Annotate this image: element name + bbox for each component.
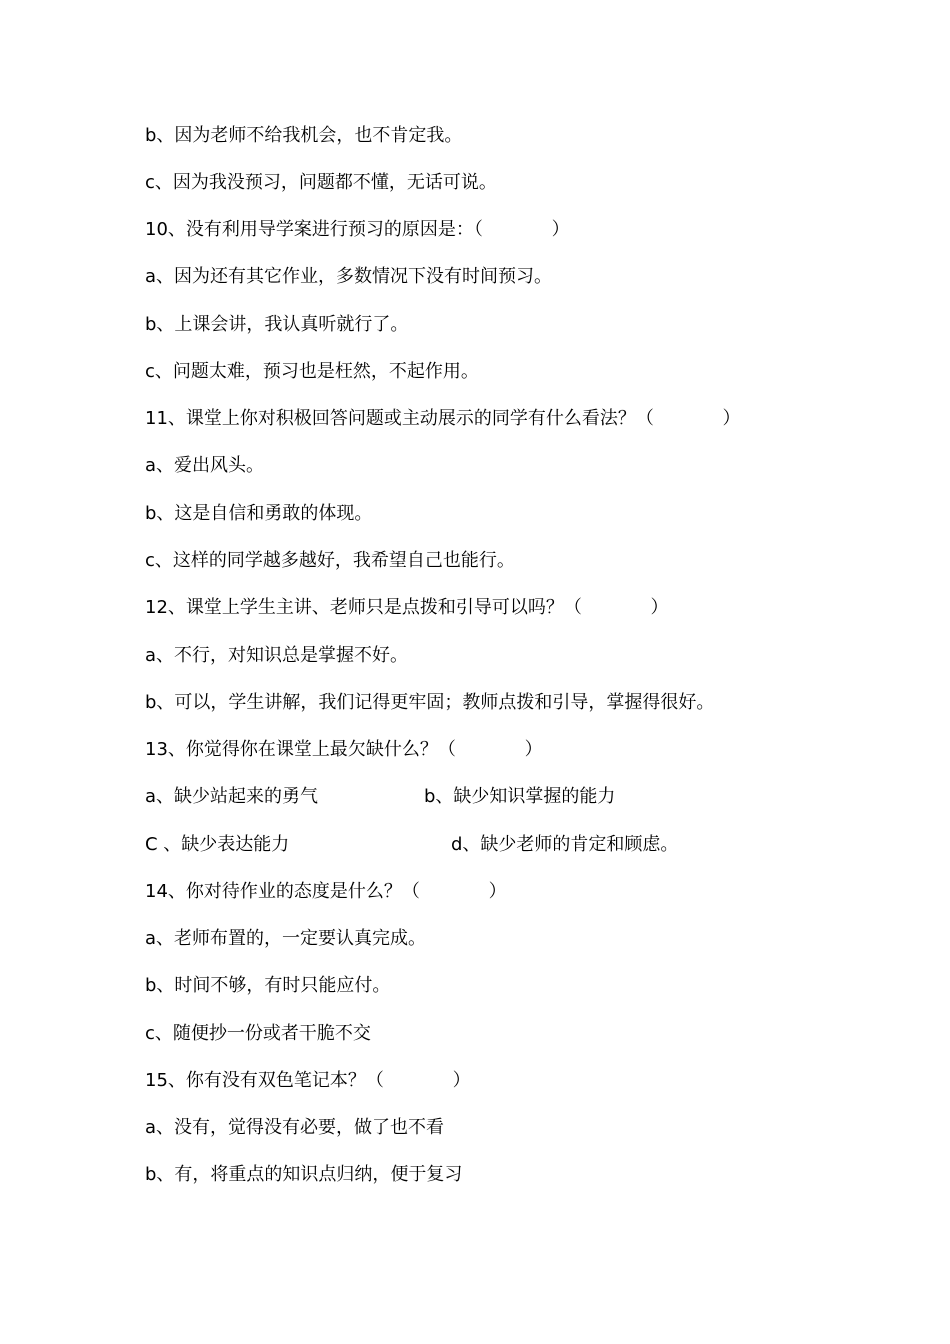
q10-option-a: a、因为还有其它作业，多数情况下没有时间预习。	[145, 266, 553, 287]
question-13: 13、你觉得你在课堂上最欠缺什么？（ ）	[145, 739, 543, 760]
q13-option-c: C 、缺少表达能力	[145, 834, 290, 855]
q12-option-a: a、不行，对知识总是掌握不好。	[145, 645, 409, 666]
q10-option-c: c、问题太难，预习也是枉然，不起作用。	[145, 361, 479, 382]
question-10: 10、没有利用导学案进行预习的原因是：（ ）	[145, 219, 570, 240]
q10-option-b: b、上课会讲，我认真听就行了。	[145, 314, 409, 335]
q14-option-b: b、时间不够，有时只能应付。	[145, 975, 391, 996]
q13-option-d: d、缺少老师的肯定和顾虑。	[451, 834, 679, 855]
q11-option-b: b、这是自信和勇敢的体现。	[145, 503, 373, 524]
q9-option-c: c、因为我没预习，问题都不懂，无话可说。	[145, 172, 497, 193]
question-14: 14、你对待作业的态度是什么？（ ）	[145, 881, 507, 902]
q13-option-b: b、缺少知识掌握的能力	[424, 786, 616, 807]
q15-option-b: b、有，将重点的知识点归纳，便于复习	[145, 1164, 463, 1185]
question-12: 12、课堂上学生主讲、老师只是点拨和引导可以吗？（ ）	[145, 597, 669, 618]
question-11: 11、课堂上你对积极回答问题或主动展示的同学有什么看法？（ ）	[145, 408, 741, 429]
q9-option-b: b、因为老师不给我机会，也不肯定我。	[145, 125, 463, 146]
q12-option-b: b、可以，学生讲解，我们记得更牢固；教师点拨和引导，掌握得很好。	[145, 692, 715, 713]
question-15: 15、你有没有双色笔记本？（ ）	[145, 1070, 471, 1091]
q15-option-a: a、没有，觉得没有必要，做了也不看	[145, 1117, 445, 1138]
q14-option-a: a、老师布置的，一定要认真完成。	[145, 928, 427, 949]
q14-option-c: c、随便抄一份或者干脆不交	[145, 1023, 371, 1044]
q13-option-a: a、缺少站起来的勇气	[145, 786, 319, 807]
q11-option-a: a、爱出风头。	[145, 455, 265, 476]
q11-option-c: c、这样的同学越多越好，我希望自己也能行。	[145, 550, 515, 571]
